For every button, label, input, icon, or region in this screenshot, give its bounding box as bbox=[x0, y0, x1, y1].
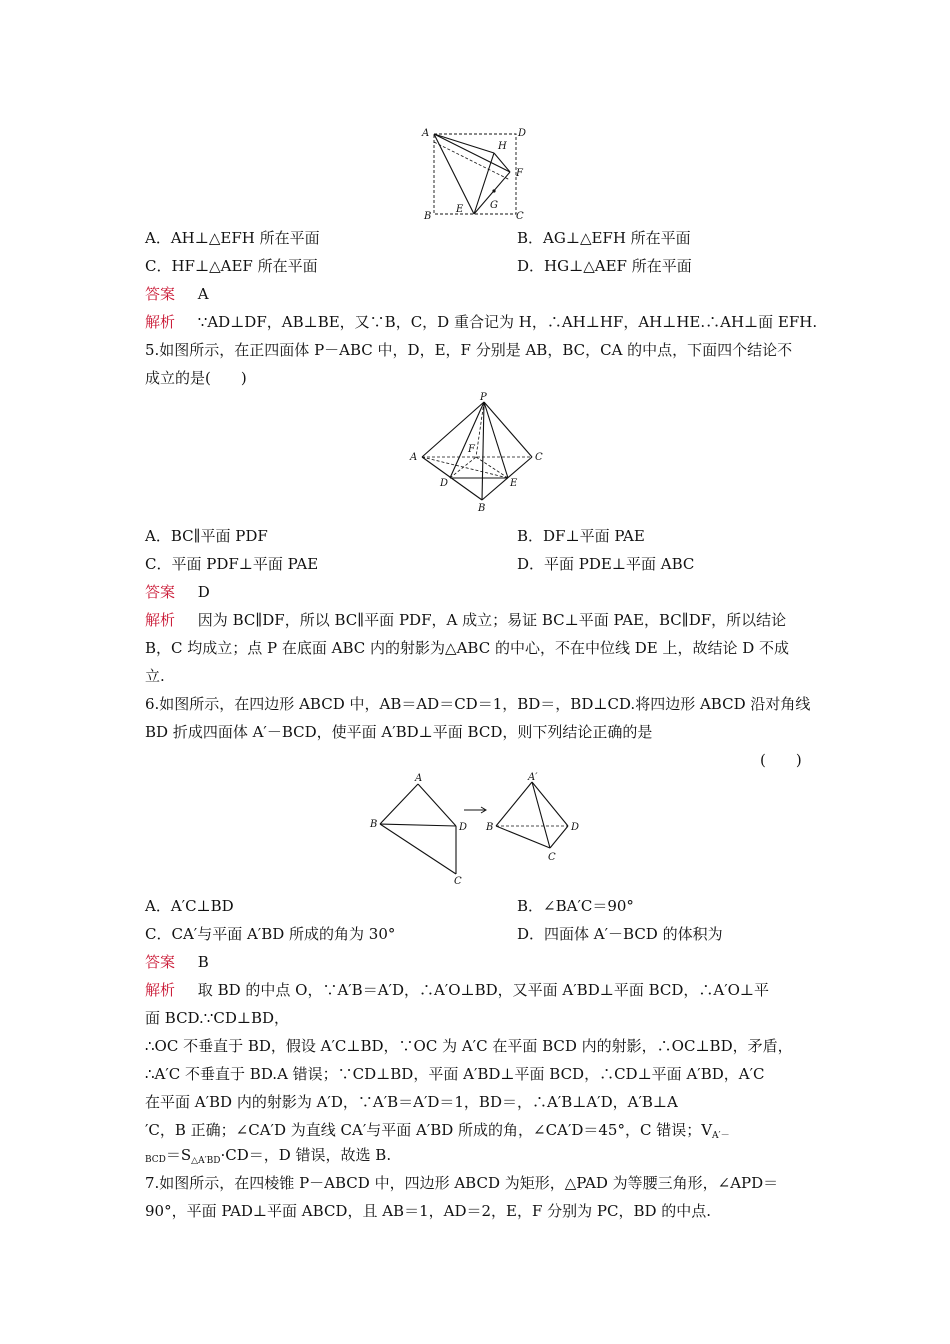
label-B: B bbox=[370, 819, 378, 830]
answer-value: B bbox=[197, 953, 209, 971]
figure-folding bbox=[362, 770, 592, 888]
analysis-text: ＝S bbox=[165, 1146, 192, 1164]
arrow bbox=[464, 807, 486, 813]
label-A: A bbox=[415, 773, 423, 784]
label-G: G bbox=[490, 200, 498, 211]
q4-option-b: B．AG⊥△EFH 所在平面 bbox=[517, 229, 691, 247]
q5-stem-line2: 成立的是( ) bbox=[145, 369, 247, 387]
subscript: A′－ bbox=[712, 1131, 730, 1141]
label-F: F bbox=[516, 168, 523, 179]
answer-value: D bbox=[197, 583, 210, 601]
label-E: E bbox=[456, 204, 464, 215]
q4-option-d: D．HG⊥△AEF 所在平面 bbox=[517, 257, 692, 275]
label-D: D bbox=[518, 128, 527, 139]
q5-option-a: A．BC∥平面 PDF bbox=[145, 527, 268, 545]
label-B: B bbox=[424, 211, 432, 222]
label-C: C bbox=[516, 211, 524, 222]
q5-stem-line1: 5.如图所示，在正四面体 P－ABC 中，D，E，F 分别是 AB，BC，CA 的中点，下面四个结论不 bbox=[145, 341, 793, 359]
label-C2: C bbox=[548, 852, 556, 863]
analysis-label: 解析 bbox=[145, 313, 176, 331]
answer-label: 答案 bbox=[145, 285, 176, 303]
subscript: BCD bbox=[145, 1155, 166, 1165]
q6-analysis-line6 bbox=[145, 1120, 730, 1146]
label-A-prime: A′ bbox=[528, 772, 538, 783]
answer-label: 答案 bbox=[145, 583, 176, 601]
q6-option-b: B．∠BA′C＝90° bbox=[517, 897, 634, 915]
q6-analysis-line1 bbox=[145, 980, 769, 1000]
q6-analysis-line7 bbox=[145, 1145, 391, 1171]
label-D: D bbox=[459, 822, 468, 833]
q6-answer bbox=[145, 952, 209, 972]
q7-stem-line2: 90°，平面 PAD⊥平面 ABCD，且 AB＝1，AD＝2，E，F 分别为 PC，BD 的中点. bbox=[145, 1202, 712, 1220]
q6-analysis-line2: 面 BCD.∵CD⊥BD， bbox=[145, 1009, 290, 1027]
label-F: F bbox=[468, 444, 475, 455]
tetra2-lines bbox=[496, 782, 568, 848]
label-B: B bbox=[478, 503, 486, 514]
q5-option-c: C．平面 PDF⊥平面 PAE bbox=[145, 555, 319, 573]
q6-stem-line2: BD 折成四面体 A′－BCD，使平面 A′BD⊥平面 BCD，则下列结论正确的是 bbox=[145, 723, 653, 741]
answer-value: A bbox=[197, 285, 209, 303]
analysis-text: 因为 BC∥DF，所以 BC∥平面 PDF，A 成立；易证 BC⊥平面 PAE，BC∥DF，所以结论 bbox=[197, 611, 787, 629]
q5-analysis-line3: 立. bbox=[145, 667, 165, 685]
q6-option-d: D．四面体 A′－BCD 的体积为 bbox=[517, 925, 723, 943]
analysis-label: 解析 bbox=[145, 981, 176, 999]
figure-folded-square bbox=[418, 122, 530, 222]
q4-option-a: A．AH⊥△EFH 所在平面 bbox=[145, 229, 320, 247]
q6-stem-line1: 6.如图所示，在四边形 ABCD 中，AB＝AD＝CD＝1，BD＝，BD⊥CD.将四边形 ABCD 沿对角线 bbox=[145, 695, 811, 713]
analysis-label: 解析 bbox=[145, 611, 176, 629]
q5-analysis-line1 bbox=[145, 610, 786, 630]
analysis-text: 取 BD 的中点 O，∵A′B＝A′D，∴A′O⊥BD，又平面 A′BD⊥平面 BCD，∴A′O⊥平 bbox=[197, 981, 770, 999]
label-B2: B bbox=[486, 822, 494, 833]
q6-option-c: C．CA′与平面 A′BD 所成的角为 30° bbox=[145, 925, 396, 943]
analysis-text: ∵AD⊥DF，AB⊥BE，又∵B，C，D 重合记为 H，∴AH⊥HF，AH⊥HE.∴AH⊥面 EFH. bbox=[197, 313, 818, 331]
label-C: C bbox=[454, 876, 462, 887]
figure-tetrahedron bbox=[404, 390, 550, 514]
label-P: P bbox=[480, 392, 487, 403]
q6-analysis-line4: ∴A′C 不垂直于 BD.A 错误；∵CD⊥BD，平面 A′BD⊥平面 BCD，∴CD⊥平面 A′BD，A′C bbox=[145, 1065, 765, 1083]
label-A: A bbox=[410, 452, 418, 463]
label-D: D bbox=[440, 478, 449, 489]
q6-analysis-line3: ∴OC 不垂直于 BD，假设 A′C⊥BD，∵OC 为 A′C 在平面 BCD 内的射影，∴OC⊥BD，矛盾， bbox=[145, 1037, 793, 1055]
q6-option-a: A．A′C⊥BD bbox=[145, 897, 234, 915]
q4-analysis bbox=[145, 312, 817, 332]
q7-stem-line1: 7.如图所示，在四棱锥 P－ABCD 中，四边形 ABCD 为矩形，△PAD 为等腰三角形，∠APD＝ bbox=[145, 1174, 779, 1192]
q5-option-d: D．平面 PDE⊥平面 ABC bbox=[517, 555, 695, 573]
q4-answer bbox=[145, 284, 209, 304]
q4-option-c: C．HF⊥△AEF 所在平面 bbox=[145, 257, 318, 275]
q5-analysis-line2: B，C 均成立；点 P 在底面 ABC 内的射影为△ABC 的中心，不在中位线 DE 上，故结论 D 不成 bbox=[145, 639, 790, 657]
label-D2: D bbox=[571, 822, 580, 833]
answer-label: 答案 bbox=[145, 953, 176, 971]
q5-option-b: B．DF⊥平面 PAE bbox=[517, 527, 645, 545]
subscript: △A′BD bbox=[191, 1156, 221, 1166]
label-C: C bbox=[535, 452, 543, 463]
analysis-text: ·CD＝，D 错误，故选 B. bbox=[220, 1146, 392, 1164]
analysis-text: ′C，B 正确；∠CA′D 为直线 CA′与平面 A′BD 所成的角，∠CA′D＝45°，C 错误；V bbox=[145, 1121, 713, 1139]
label-E: E bbox=[510, 478, 518, 489]
label-H: H bbox=[498, 141, 507, 152]
q6-analysis-line5: 在平面 A′BD 内的射影为 A′D，∵A′B＝A′D＝1，BD＝，∴A′B⊥A′D，A′B⊥A bbox=[145, 1093, 678, 1111]
q5-answer bbox=[145, 582, 210, 602]
label-A: A bbox=[422, 128, 430, 139]
q6-stem-paren: ( ) bbox=[760, 751, 802, 769]
quad-lines bbox=[380, 784, 456, 874]
